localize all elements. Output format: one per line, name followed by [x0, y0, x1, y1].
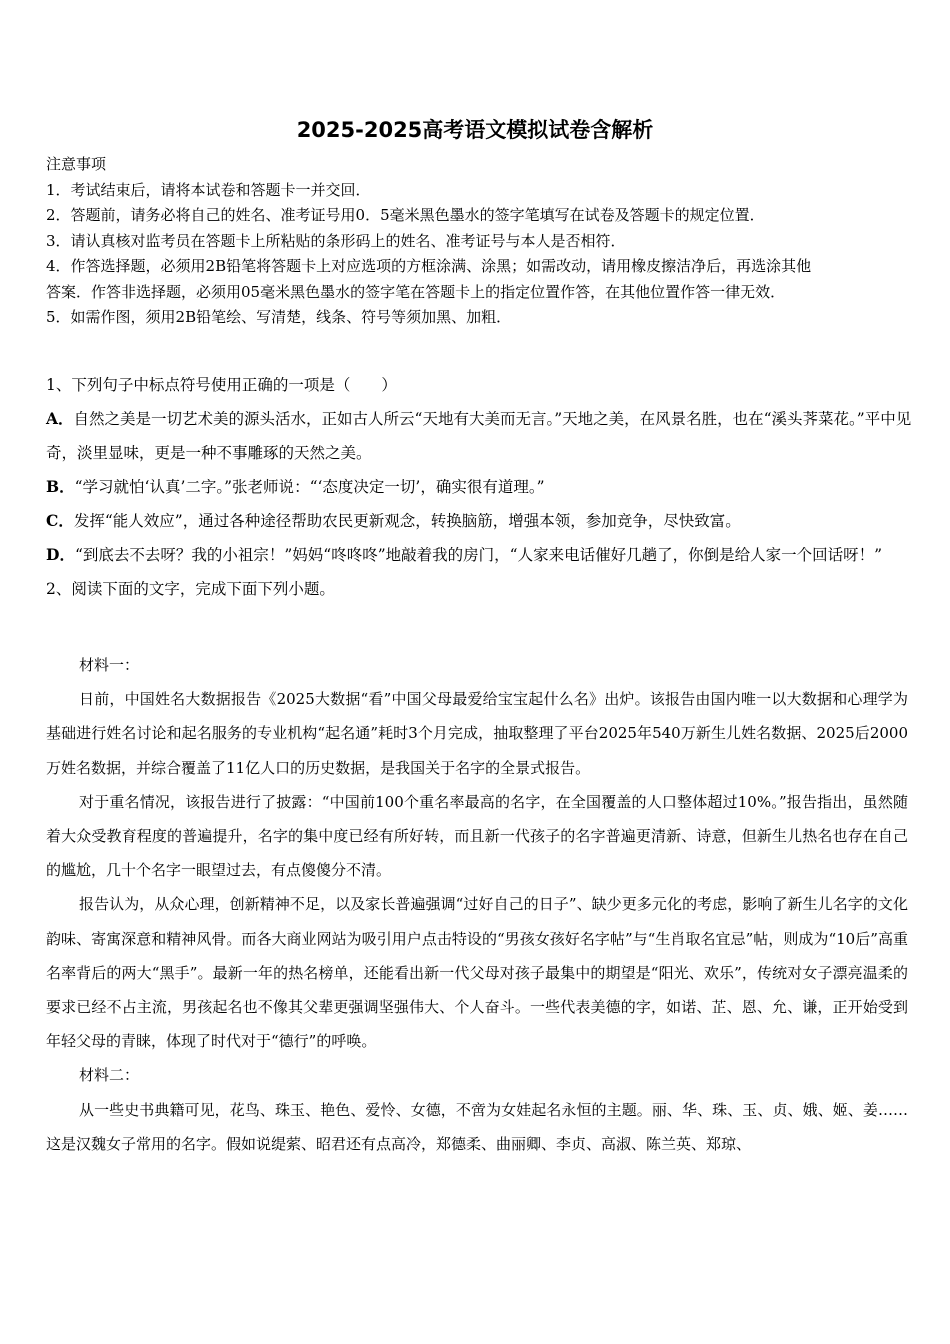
option-c: [46, 504, 916, 538]
option-letter: C．: [46, 511, 74, 530]
note-item: 1．考试结束后，请将本试卷和答题卡一并交回．: [46, 180, 371, 199]
note-item: 4．作答选择题，必须用2B铅笔将答题卡上对应选项的方框涂满、涂黑；如需改动，请用橡皮擦洁净后，再选涂其他: [46, 257, 812, 275]
reading-passage: [46, 648, 908, 1161]
material-1-para: 日前，中国姓名大数据报告《2025大数据“看”中国父母最爱给宝宝起什么名》出炉。该报告由国内唯一以大数据和心理学为基础进行姓名讨论和起名服务的专业机构“起名通”耗时3个月完成，抽取整理了平台2025年540万新生儿姓名数据、2025后2000万姓名数据，并综合覆盖了11亿人口的历史数据，是我国关于名字的全景式报告。: [46, 690, 908, 777]
material-1-label: 材料一：: [79, 656, 140, 674]
note-item: 5．如需作图，须用2B铅笔绘、写清楚，线条、符号等须加黑、加粗．: [46, 308, 512, 326]
notes-heading: 注意事项: [46, 155, 107, 173]
option-text: 发挥“能人效应”，通过各种途径帮助农民更新观念，转换脑筋，增强本领，参加竞争，尽快致富。: [73, 512, 741, 530]
option-text: “到底去不去呀？我的小祖宗！”妈妈“咚咚咚”地敲着我的房门，“人家来电话催好几趟了，你倒是给人家一个回话呀！”: [74, 546, 883, 564]
option-letter: A．: [46, 409, 74, 428]
option-text: “学习就怕‘认真’二字。”张老师说：“‘态度决定一切’，确实很有道理。”: [74, 478, 545, 496]
option-letter: B．: [46, 477, 75, 496]
material-1-para: 对于重名情况，该报告进行了披露：“中国前100个重名率最高的名字，在全国覆盖的人口整体超过10%。”报告指出，虽然随着大众受教育程度的普遍提升，名字的集中度已经有所好转，而且新一代孩子的名字普遍更清新、诗意，但新生儿热名也存在自己的尴尬，几十个名字一眼望过去，有点傻傻分不清。: [46, 792, 908, 880]
material-1-para: 报告认为，从众心理，创新精神不足，以及家长普遍强调“过好自己的日子”、缺少更多元化的考虑，影响了新生儿名字的文化韵味、寄寓深意和精神风骨。而各大商业网站为吸引用户点击特设的“男孩女孩好名字帖”与“生肖取名宜忌”帖，则成为“10后”高重名率背后的两大“黑手”。最新一年的热名榜单，还能看出新一代父母对孩子最集中的期望是“阳光、欢乐”，传统对女子漂亮温柔的要求已经不占主流，男孩起名也不像其父辈更强调坚强伟大、个人奋斗。一些代表美德的字，如诺、芷、恩、允、谦，正开始受到年轻父母的青睐，体现了时代对于“德行”的呼唤。: [46, 895, 908, 1051]
option-d: [46, 538, 916, 572]
note-item: 2．答题前，请务必将自己的姓名、准考证号用0．5毫米黑色墨水的签字笔填写在试卷及答题卡的规定位置．: [46, 206, 765, 224]
page-title: 2025-2025高考语文模拟试卷含解析: [296, 118, 654, 142]
question-2-stem: 2、阅读下面的文字，完成下面下列小题。: [46, 580, 335, 598]
option-text: 自然之美是一切艺术美的源头活水，正如古人所云“天地有大美而无言。”天地之美，在风景名胜，也在“溪头荠菜花。”平中见奇，淡里显味，更是一种不事雕琢的天然之美。: [46, 410, 912, 462]
option-letter: D．: [46, 545, 75, 564]
material-2-para: 从一些史书典籍可见，花鸟、珠玉、艳色、爱怜、女德，不啻为女娃起名永恒的主题。丽、华、珠、玉、贞、娥、姬、姜……这是汉魏女子常用的名字。假如说缇萦、昭君还有点高冷，郑德柔、曲丽卿、李贞、高淑、陈兰英、郑琼、: [46, 1100, 908, 1153]
question-1: [46, 368, 916, 606]
option-a: [46, 402, 916, 470]
question-1-stem: 1、下列句子中标点符号使用正确的一项是（ ）: [46, 376, 397, 394]
option-b: [46, 470, 916, 504]
material-2-label: 材料二：: [79, 1066, 140, 1085]
note-item: 3．请认真核对监考员在答题卡上所粘贴的条形码上的姓名、准考证号与本人是否相符．: [46, 231, 626, 250]
notes-section: [46, 152, 916, 331]
note-item: 答案．作答非选择题，必须用05毫米黑色墨水的签字笔在答题卡上的指定位置作答，在其他位置作答一律无效．: [46, 282, 786, 301]
